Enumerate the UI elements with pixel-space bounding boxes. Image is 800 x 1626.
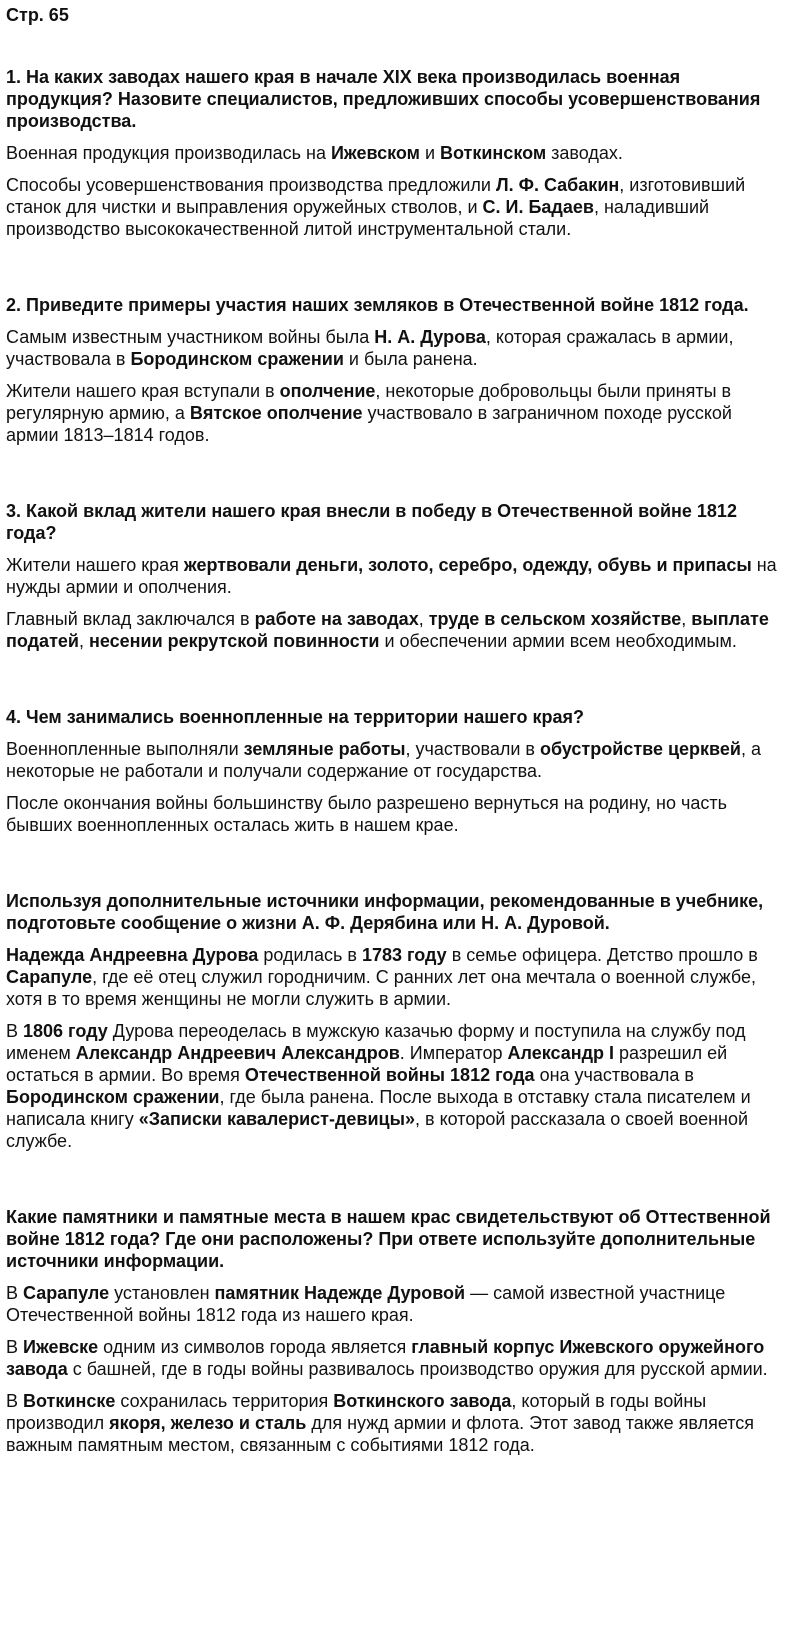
sections-container <box>6 66 782 1456</box>
text-run: , изготовивший станок для чистки и выправления оружейных стволов, и <box>6 175 746 217</box>
qa-section <box>6 500 782 652</box>
text-run: В <box>6 1021 24 1041</box>
qa-section <box>6 706 782 836</box>
text-run: , в которой рассказала о своей военной службе. <box>6 1109 749 1151</box>
bold-term: Н. А. Дурова <box>374 327 486 347</box>
question-heading: 3. Какой вклад жители нашего края внесли в победу в Отечественной войне 1812 года? <box>6 501 737 543</box>
text-run: В <box>6 1337 24 1357</box>
answer-paragraph <box>6 608 782 652</box>
bold-term: жертвовали деньги, золото, серебро, одежду, обувь и припасы <box>183 555 752 575</box>
text-run: разрешил ей остаться в армии. Во время <box>6 1043 728 1085</box>
question-heading: 1. На каких заводах нашего края в начале XIX века производилась военная продукция? Назовите специалистов, предложивших способы усовершенствования производства. <box>6 67 761 131</box>
text-run: и обеспечении армии всем необходимым. <box>379 631 737 651</box>
text-run: и была ранена. <box>343 349 478 369</box>
answer-paragraph <box>6 1020 782 1152</box>
text-run: , где её отец служил городничим. С ранних лет она мечтала о военной службе, хотя в то время женщины не могли служить в армии. <box>6 967 757 1009</box>
bold-term: 1806 году <box>23 1021 108 1041</box>
text-run: Жители нашего края вступали в <box>6 381 280 401</box>
answer-paragraph <box>6 792 782 836</box>
bold-term: якоря, железо и сталь <box>109 1413 307 1433</box>
bold-term: выплате податей <box>6 609 769 651</box>
text-run: участвовало в заграничном походе русской армии 1813–1814 годов. <box>6 403 732 445</box>
answer-paragraph <box>6 1282 782 1326</box>
bold-term: памятник Надежде Дуровой <box>214 1283 466 1303</box>
text-run: — самой известной участнице Отечественной войны 1812 года из нашего края. <box>6 1283 726 1325</box>
qa-section <box>6 1206 782 1456</box>
bold-term: работе на заводах <box>254 609 419 629</box>
bold-term: Ижевске <box>23 1337 99 1357</box>
bold-term: С. И. Бадаев <box>482 197 594 217</box>
answer-paragraph <box>6 326 782 370</box>
bold-term: Вятское ополчение <box>189 403 363 423</box>
text-run: для нужд армии и флота. Этот завод также является важным памятным местом, связанным с событиями 1812 года. <box>6 1413 755 1455</box>
question-heading: Какие памятники и памятные места в нашем крас свидетельствуют об Оттественной войне 1812 года? Где они расположены? При ответе используйте дополнительные источники информации. <box>6 1207 771 1271</box>
qa-section <box>6 294 782 446</box>
text-run: , <box>78 631 89 651</box>
answer-paragraph <box>6 174 782 240</box>
bold-term: обустройстве церквей <box>539 739 741 759</box>
bold-term: Александр I <box>507 1043 615 1063</box>
bold-term: труде в сельском хозяйстве <box>428 609 682 629</box>
text-run: . Император <box>399 1043 508 1063</box>
text-run: с башней, где в годы войны развивалось производство оружия для русской армии. <box>67 1359 768 1379</box>
bold-term: Бородинском сражении <box>130 349 344 369</box>
answer-paragraph <box>6 1390 782 1456</box>
text-run: , участвовали в <box>405 739 540 759</box>
text-run: В <box>6 1391 24 1411</box>
bold-term: Ижевском <box>330 143 420 163</box>
qa-section <box>6 66 782 240</box>
text-run: сохранилась территория <box>115 1391 334 1411</box>
answer-paragraph <box>6 944 782 1010</box>
bold-term: Сарапуле <box>6 967 93 987</box>
bold-term: «Записки кавалерист-девицы» <box>138 1109 416 1129</box>
answer-paragraph <box>6 1336 782 1380</box>
text-run: , <box>418 609 429 629</box>
bold-term: Александр Андреевич Александров <box>75 1043 400 1063</box>
bold-term: Л. Ф. Сабакин <box>495 175 620 195</box>
page-number: Стр. 65 <box>6 5 69 25</box>
text-run: Главный вклад заключался в <box>6 609 255 629</box>
question-heading: Используя дополнительные источники информации, рекомендованные в учебнике, подготовьте сообщение о жизни А. Ф. Дерябина или Н. А. Дуровой. <box>6 891 764 933</box>
bold-term: Бородинском сражении <box>6 1087 220 1107</box>
text-run: одним из символов города является <box>98 1337 412 1357</box>
question-heading: 2. Приведите примеры участия наших земляков в Отечественной войне 1812 года. <box>6 295 749 315</box>
bold-term: 1783 году <box>361 945 447 965</box>
text-run: Самым известным участником войны была <box>6 327 375 347</box>
answer-paragraph <box>6 380 782 446</box>
text-run: После окончания войны большинству было разрешено вернуться на родину, но часть бывших военнопленных осталась жить в нашем крае. <box>6 793 727 835</box>
text-run: Дурова переоделась в мужскую казачью форму и поступила на службу под именем <box>6 1021 746 1063</box>
text-run: в семье офицера. Детство прошло в <box>446 945 758 965</box>
text-run: Способы усовершенствования производства предложили <box>6 175 496 195</box>
text-run: и <box>419 143 440 163</box>
text-run: заводах. <box>546 143 623 163</box>
text-run: , некоторые добровольцы были приняты в регулярную армию, а <box>6 381 732 423</box>
text-run: , где была ранена. После выхода в отставку стала писателем и написала книгу <box>6 1087 751 1129</box>
text-run: , наладивший производство высококачественной литой инструментальной стали. <box>6 197 710 239</box>
bold-term: главный корпус Ижевского оружейного завода <box>6 1337 765 1379</box>
text-run: на нужды армии и ополчения. <box>6 555 777 597</box>
bold-term: несении рекрутской повинности <box>88 631 380 651</box>
bold-term: Воткинском <box>440 143 547 163</box>
bold-term: Воткинске <box>23 1391 116 1411</box>
text-run: , а некоторые не работали и получали содержание от государства. <box>6 739 761 781</box>
text-run: Военная продукция производилась на <box>6 143 331 163</box>
text-run: Жители нашего края <box>6 555 184 575</box>
text-run: В <box>6 1283 24 1303</box>
text-run: , <box>681 609 692 629</box>
text-run: родилась в <box>258 945 362 965</box>
bold-term: ополчение <box>279 381 376 401</box>
qa-section <box>6 890 782 1152</box>
bold-term: Воткинского завода <box>333 1391 512 1411</box>
question-heading: 4. Чем занимались военнопленные на территории нашего края? <box>6 707 584 727</box>
text-run: , которая сражалась в армии, участвовала в <box>6 327 734 369</box>
answer-paragraph <box>6 142 782 164</box>
text-run: Военнопленные выполняли <box>6 739 244 759</box>
text-run: , который в годы войны производил <box>6 1391 707 1433</box>
answer-paragraph <box>6 738 782 782</box>
answer-paragraph <box>6 554 782 598</box>
text-run: она участвовала в <box>534 1065 694 1085</box>
bold-term: Надежда Андреевна Дурова <box>6 945 259 965</box>
text-run: установлен <box>109 1283 215 1303</box>
bold-term: Отечественной войны 1812 года <box>244 1065 535 1085</box>
bold-term: земляные работы <box>243 739 406 759</box>
bold-term: Сарапуле <box>23 1283 110 1303</box>
